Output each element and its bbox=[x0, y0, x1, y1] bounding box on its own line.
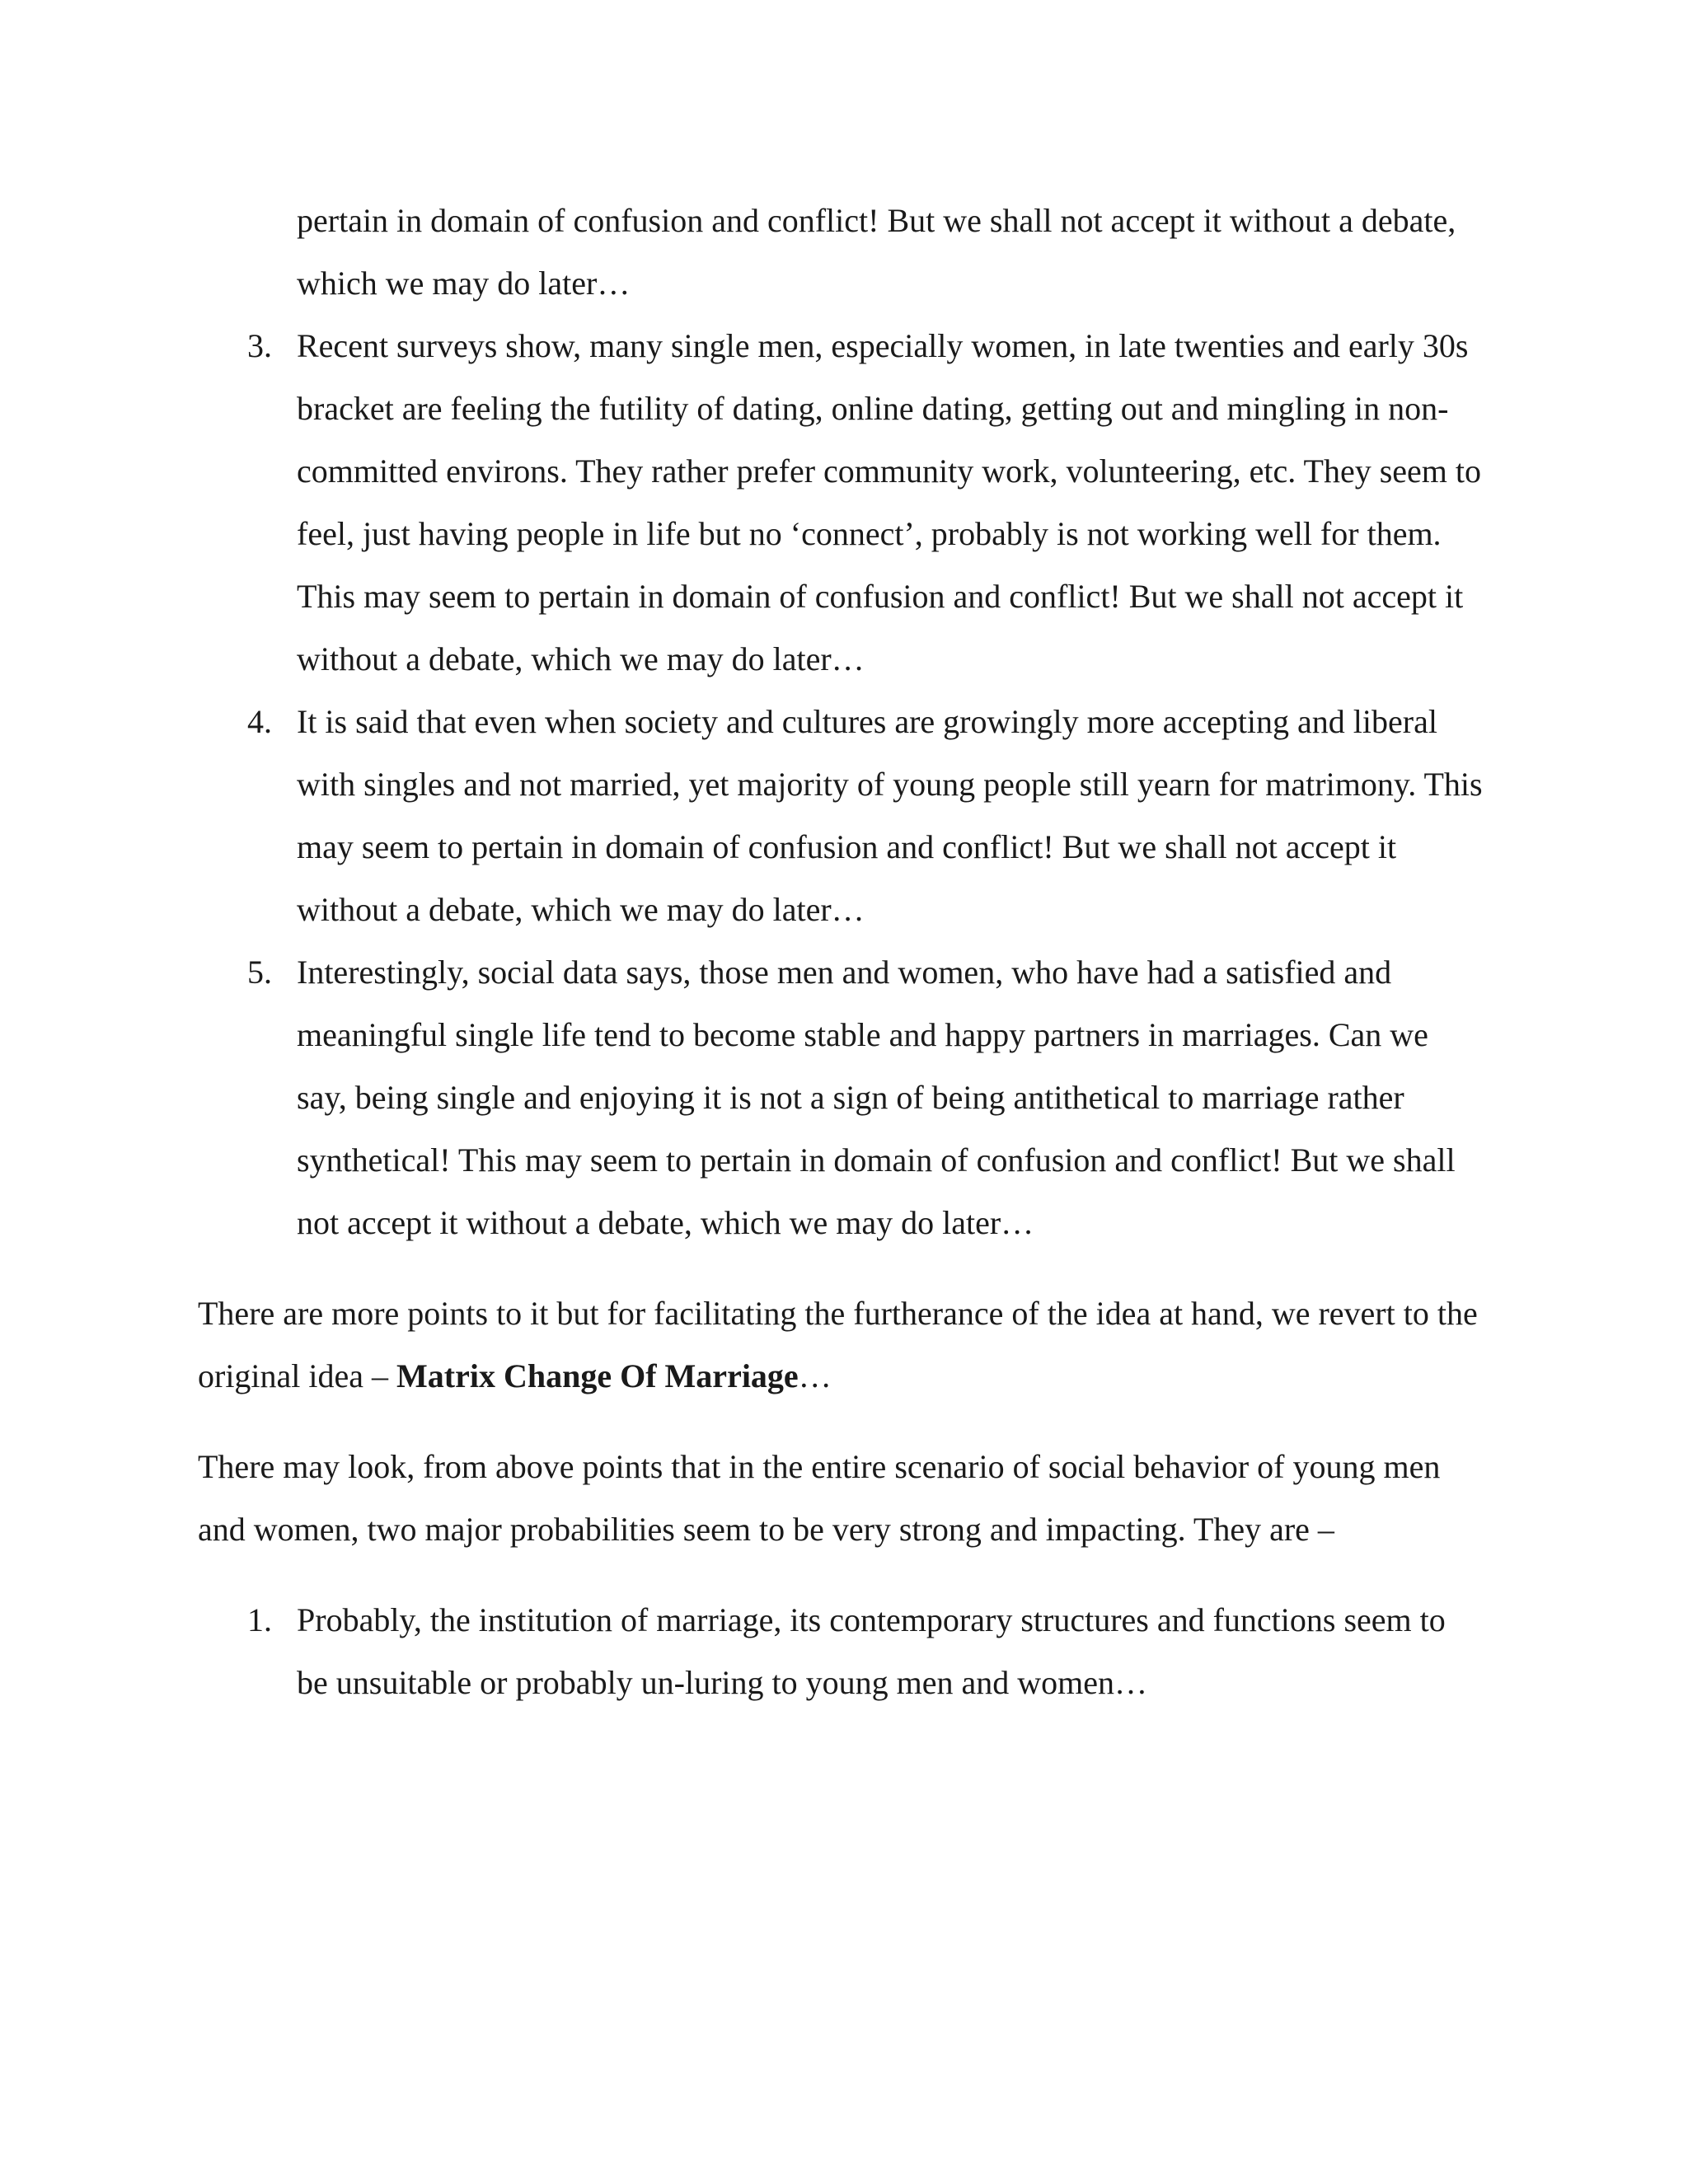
paragraph-suffix: … bbox=[798, 1357, 832, 1394]
numbered-list-upper bbox=[198, 315, 1484, 1254]
list-item-text: Interestingly, social data says, those men and women, who have had a satisfied and meaningful single life tend to become stable and happy partners in marriages. Can we say, being single and enjoying it is not a sign of being antithetical to marriage rather synthetical! This may seem to pertain in domain of confusion and conflict! But we shall not accept it without a debate, which we may do later… bbox=[297, 954, 1456, 1241]
list-item-number: 5. bbox=[247, 954, 272, 991]
list-item bbox=[198, 1589, 1484, 1714]
document-body bbox=[198, 190, 1484, 1714]
list-item-text: Probably, the institution of marriage, its contemporary structures and functions seem to be unsuitable or probably un-luring to young men and women… bbox=[297, 1601, 1446, 1701]
list-item-text: Recent surveys show, many single men, especially women, in late twenties and early 30s bracket are feeling the futility of dating, online dating, getting out and mingling in non-committed environs. They rather prefer community work, volunteering, etc. They seem to feel, just having people in life but no ‘connect’, probably is not working well for them. This may seem to pertain in domain of confusion and conflict! But we shall not accept it without a debate, which we may do later… bbox=[297, 327, 1481, 677]
paragraph-probabilities: There may look, from above points that in the entire scenario of social behavior of young men and women, two major probabilities seem to be very strong and impacting. They are – bbox=[198, 1448, 1441, 1548]
list-item bbox=[198, 315, 1484, 691]
list-item-continuation: pertain in domain of confusion and conflict! But we shall not accept it without a debate, which we may do later… bbox=[297, 202, 1456, 302]
list-item-number: 1. bbox=[247, 1601, 272, 1638]
paragraph-text: There are more points to it but for facilitating the furtherance of the idea at hand, we revert to the original idea – bbox=[198, 1295, 1478, 1394]
list-item bbox=[198, 691, 1484, 941]
list-item-text: It is said that even when society and cultures are growingly more accepting and liberal with singles and not married, yet majority of young people still yearn for matrimony. This may seem to pertain in domain of confusion and conflict! But we shall not accept it without a debate, which we may do later… bbox=[297, 703, 1483, 928]
list-item bbox=[198, 941, 1484, 1254]
list-item-number: 4. bbox=[247, 703, 272, 740]
numbered-list-lower bbox=[198, 1589, 1484, 1714]
list-item-number: 3. bbox=[247, 327, 272, 364]
bold-title: Matrix Change Of Marriage bbox=[396, 1357, 799, 1394]
paragraph-revert bbox=[198, 1282, 1484, 1408]
